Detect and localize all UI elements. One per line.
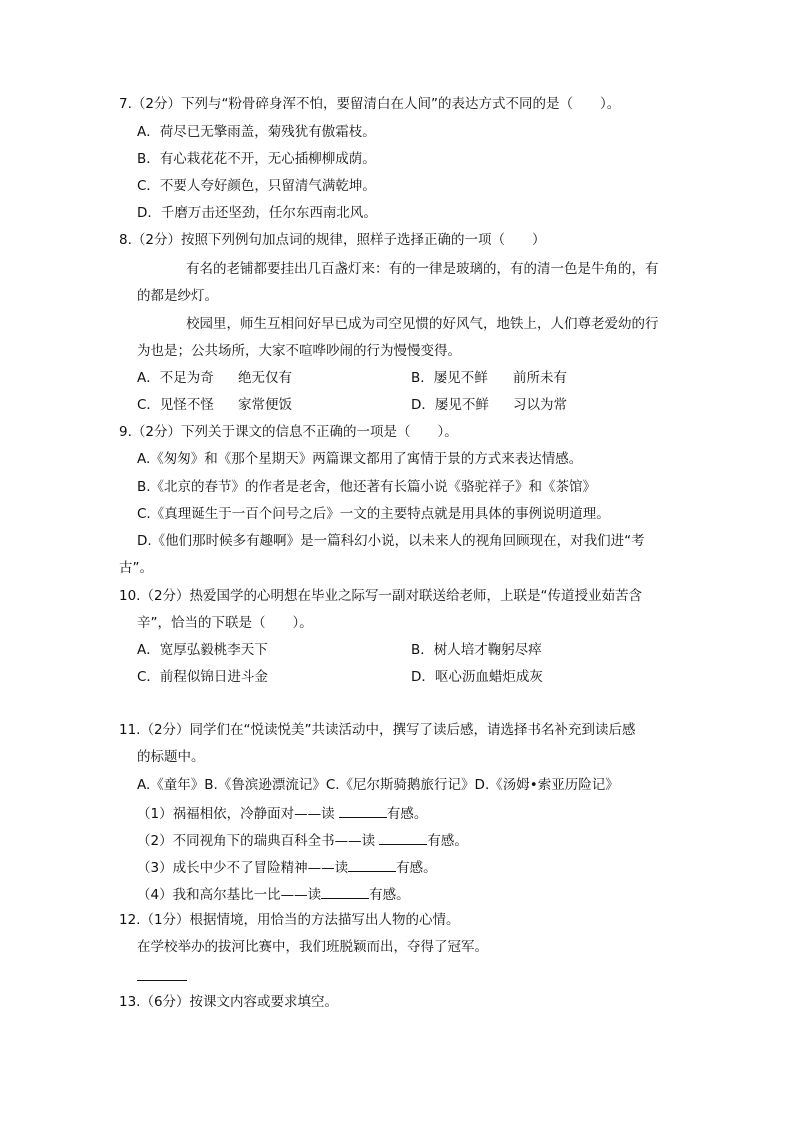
q12-answer-blank[interactable] (137, 980, 187, 981)
q11-item-2-suffix: 有感。 (427, 833, 468, 849)
q7-option-c: C．不要人夸好颜色，只留清气满乾坤。 (137, 178, 376, 194)
q8-passage2-line1: 校园里，师生互相问好早已成为司空见惯的好风气，地铁上，人们尊老爱幼的行 (186, 316, 659, 332)
q11-stem-line2: 的标题中。 (137, 749, 205, 765)
q11-item-1-text: （1）祸福相依，冷静面对——读 (137, 806, 339, 822)
q11-item-4-blank[interactable] (321, 884, 369, 899)
q11-item-4 (137, 884, 410, 904)
q9-option-c: C.《真理诞生于一百个问号之后》一文的主要特点就是用具体的事例说明道理。 (137, 506, 610, 522)
q11-item-4-suffix: 有感。 (369, 887, 410, 903)
q8-option-a-word: 绝无仅有 (238, 370, 292, 386)
q11-item-3-suffix: 有感。 (396, 860, 437, 876)
q11-item-3-text: （3）成长中少不了冒险精神——读 (137, 860, 349, 876)
q13-stem: 13.（6分）按课文内容或要求填空。 (119, 994, 339, 1010)
q8-option-a-letter: A．不足为奇 (137, 370, 214, 386)
q9-option-a: A.《匆匆》和《那个星期天》两篇课文都用了寓情于景的方式来表达情感。 (137, 451, 583, 467)
q8-option-c-letter: C．见怪不怪 (137, 397, 214, 413)
q10-option-d: D．呕心沥血蜡炬成灰 (411, 669, 543, 685)
q11-book-choices: A.《童年》B.《鲁滨逊漂流记》C.《尼尔斯骑鹅旅行记》D.《汤姆•索亚历险记》 (137, 777, 619, 793)
q10-stem-line1: 10.（2分）热爱国学的心明想在毕业之际写一副对联送给老师，上联是“传道授业茹苦含 (119, 588, 643, 604)
q9-option-d-continued: 古”。 (119, 560, 153, 576)
q7-stem: 7.（2分）下列与“粉骨碎身浑不怕，要留清白在人间”的表达方式不同的是（ ）。 (119, 96, 621, 112)
q7-option-d: D．千磨万击还坚劲，任尔东西南北风。 (137, 205, 377, 221)
q11-item-3-blank[interactable] (348, 857, 396, 872)
q9-option-d: D.《他们那时候多有趣啊》是一篇科幻小说，以未来人的视角回顾现在，对我们进“考 (137, 533, 645, 549)
q11-item-1-blank[interactable] (339, 803, 387, 818)
q8-option-a (137, 369, 214, 387)
q11-item-1-suffix: 有感。 (386, 806, 428, 822)
q11-item-2 (137, 830, 468, 850)
q11-item-3 (137, 857, 437, 877)
q12-stem: 12.（1分）根据情境，用恰当的方法描写出人物的心情。 (119, 912, 460, 928)
q8-stem: 8.（2分）按照下列例句加点词的规律，照样子选择正确的一项（ ） (119, 232, 546, 248)
q11-item-4-text: （4）我和高尔基比一比——读 (137, 887, 322, 903)
q10-stem-line2: 辛”，恰当的下联是（ ）。 (137, 615, 313, 631)
q10-option-b: B．树人培才鞠躬尽瘁 (411, 642, 542, 658)
q8-passage2-line2: 为也是；公共场所，大家不喧哗吵闹的行为慢慢变得。 (137, 343, 461, 359)
q8-option-d-word: 习以为常 (513, 397, 567, 413)
q8-passage1-line1: 有名的老铺都要挂出几百盏灯来：有的一律是玻璃的，有的清一色是牛角的，有 (186, 261, 659, 277)
q9-stem: 9.（2分）下列关于课文的信息不正确的一项是（ ）。 (119, 424, 458, 440)
q8-option-c-word: 家常便饭 (238, 397, 292, 413)
q7-option-b: B．有心栽花花不开，无心插柳柳成荫。 (137, 151, 376, 167)
q8-option-d-letter: D．屡见不鲜 (411, 397, 489, 413)
q7-option-a: A．荷尽已无擎雨盖，菊残犹有傲霜枝。 (137, 124, 376, 140)
q9-option-b: B.《北京的春节》的作者是老舍，他还著有长篇小说《骆驼祥子》和《茶馆》 (137, 479, 597, 495)
q12-context: 在学校举办的拔河比赛中，我们班脱颖而出，夺得了冠军。 (137, 939, 488, 955)
q11-item-2-text: （2）不同视角下的瑞典百科全书——读 (137, 833, 380, 849)
q8-passage1-line2: 的都是纱灯。 (137, 288, 218, 304)
q11-item-1 (137, 803, 427, 823)
q10-option-c: C．前程似锦日进斗金 (137, 669, 268, 685)
q10-option-a: A．宽厚弘毅桃李天下 (137, 642, 268, 658)
q8-option-b-word: 前所未有 (513, 370, 567, 386)
q8-option-b-letter: B．屡见不鲜 (411, 370, 488, 386)
q11-stem-line1: 11.（2分）同学们在“悦读悦美”共读活动中，撰写了读后感，请选择书名补充到读后感 (119, 722, 636, 738)
q11-item-2-blank[interactable] (379, 830, 427, 845)
